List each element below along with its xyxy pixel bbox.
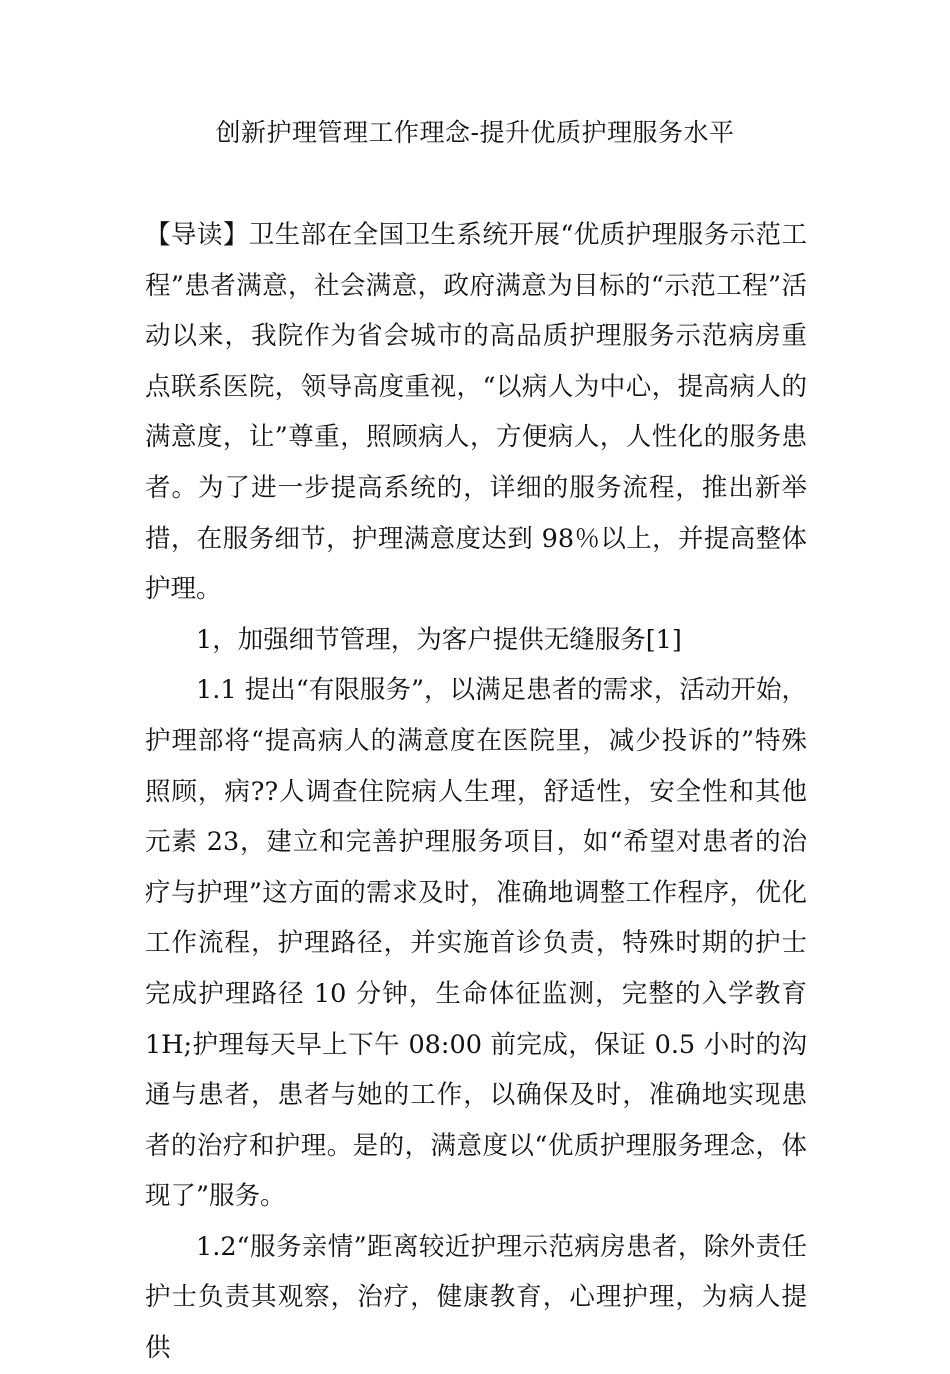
paragraph-intro: 【导读】卫生部在全国卫生系统开展“优质护理服务示范工程”患者满意，社会满意，政府满意为目标的“示范工程”活动以来，我院作为省会城市的高品质护理服务示范病房重点联系医院，领导高度重视，“以病人为中心，提高病人的满意度，让”尊重，照顾病人，方便病人，人性化的服务患者。为了进一步提高系统的，详细的服务流程，推出新举措，在服务细节，护理满意度达到 98％以上，并提高整体护理。	[145, 220, 807, 605]
paragraph-1-2: 1.2“服务亲情”距离较近护理示范病房患者，除外责任护士负责其观察，治疗，健康教育，心理护理，为病人提供	[145, 1231, 807, 1364]
section-heading-1: 1，加强细节管理，为客户提供无缝服务[1]	[196, 624, 682, 655]
paragraph-1-1: 1.1 提出“有限服务”，以满足患者的需求，活动开始，护理部将“提高病人的满意度在医院里，减少投诉的”特殊照顾，病??人调查住院病人生理，舒适性，安全性和其他元素 23，建立和完善护理服务项目，如“希望对患者的治疗与护理”这方面的需求及时，准确地调整工作程序，优化工作流程，护理路径，并实施首诊负责，特殊时期的护士完成护理路径 10 分钟，生命体征监测，完整的入学教育 1H;护理每天早上下午 08:00 前完成，保证 0.5 小时的沟通与患者，患者与她的工作，以确保及时，准确地实现患者的治疗和护理。是的，满意度以“优质护理服务理念，体现了”服务。	[145, 675, 807, 1212]
document-title: 创新护理管理工作理念-提升优质护理服务水平	[215, 118, 735, 147]
document-body	[145, 210, 807, 1374]
